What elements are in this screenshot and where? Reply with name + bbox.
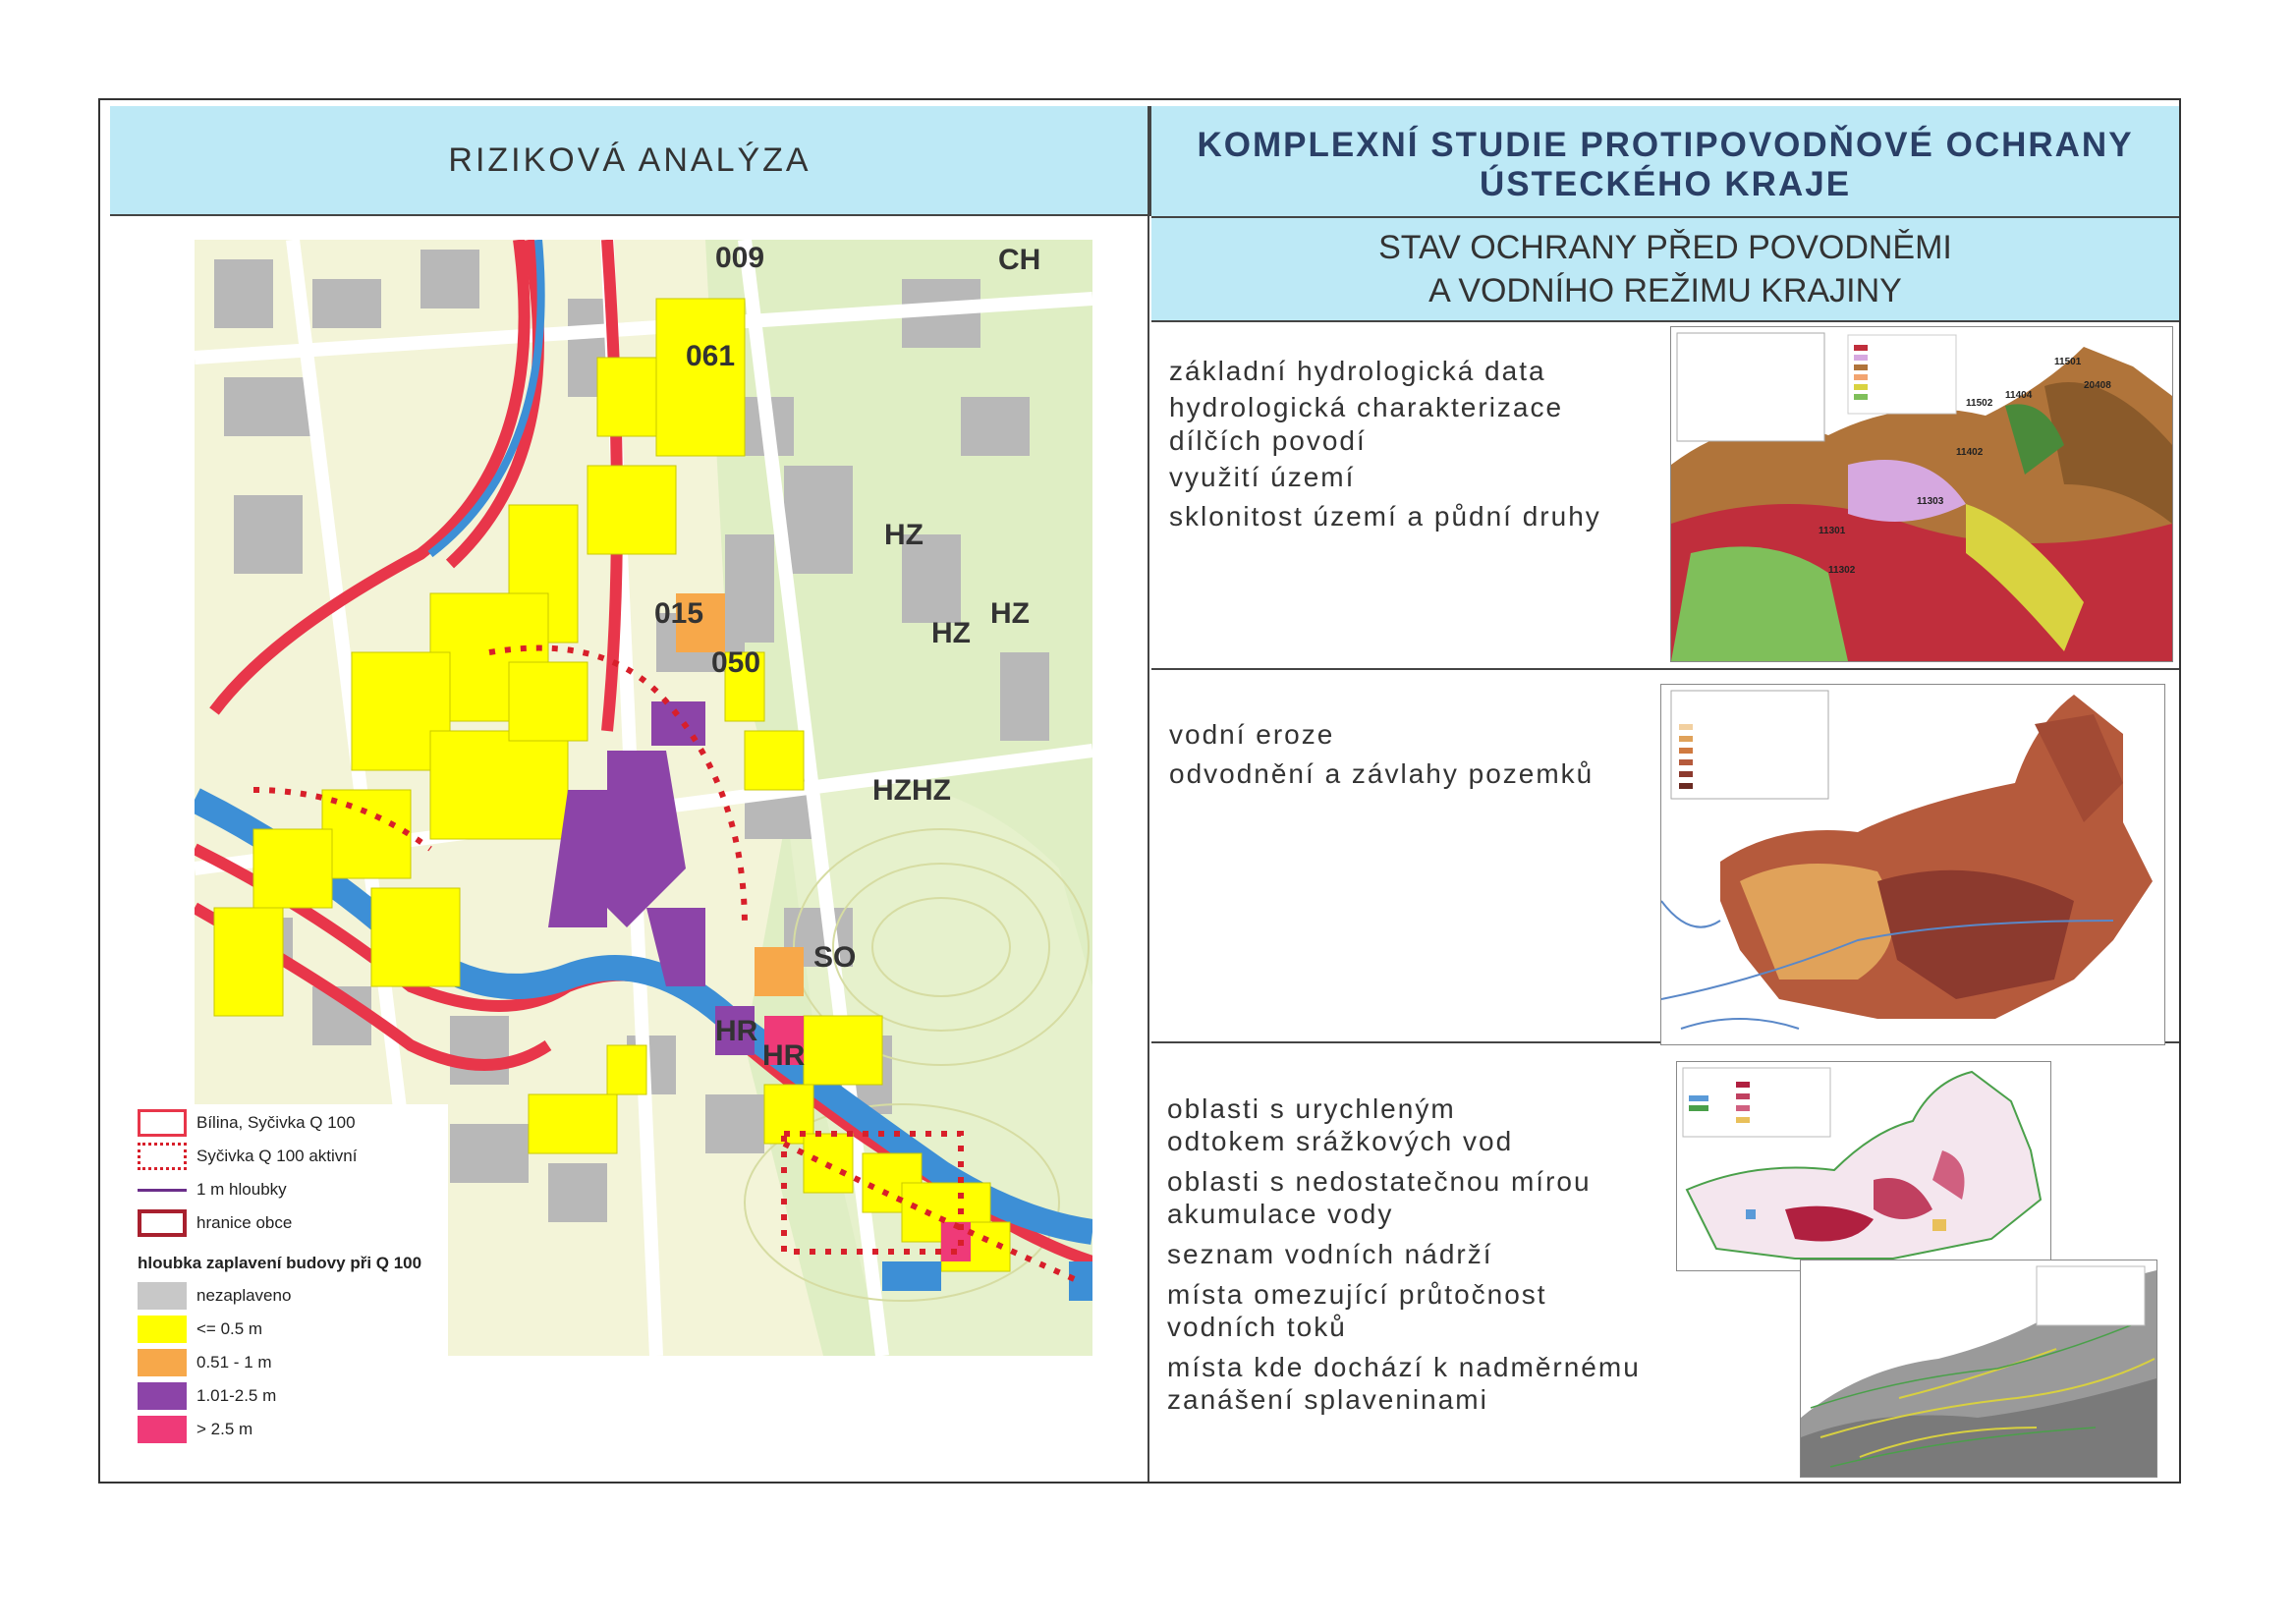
map-label: 061 bbox=[686, 340, 736, 372]
panel-item: vodních toků bbox=[1167, 1312, 1347, 1342]
legend-item bbox=[138, 1315, 262, 1344]
panel-item: dílčích povodí bbox=[1169, 425, 1367, 456]
legend-label: Bílina, Syčivka Q 100 bbox=[196, 1113, 356, 1132]
main-title-line2: ÚSTECKÉHO KRAJE bbox=[1479, 165, 1852, 203]
panel-item: odvodnění a závlahy pozemků bbox=[1169, 758, 1595, 789]
panel-item: využití území bbox=[1169, 462, 1356, 492]
legend-label: 0.51 - 1 m bbox=[196, 1353, 272, 1372]
subtitle-band bbox=[1151, 218, 2179, 322]
legend-swatch bbox=[138, 1349, 187, 1376]
subtitle-line2: A VODNÍHO REŽIMU KRAJINY bbox=[1428, 272, 1902, 309]
thumb-label: 11402 bbox=[1956, 447, 1984, 458]
thumb-label: 11302 bbox=[1828, 565, 1856, 576]
left-title: RIZIKOVÁ ANALÝZA bbox=[448, 141, 812, 179]
legend-item bbox=[138, 1142, 357, 1171]
main-title-line1: KOMPLEXNÍ STUDIE PROTIPOVODŇOVÉ OCHRANY bbox=[1197, 126, 2134, 164]
thumb-label: 11404 bbox=[2005, 390, 2033, 401]
panel-divider-1 bbox=[1151, 668, 2179, 670]
legend-swatch bbox=[138, 1282, 187, 1310]
legend-item bbox=[138, 1175, 287, 1204]
map-label: SO bbox=[813, 941, 857, 974]
map-legend bbox=[134, 1104, 448, 1450]
panel-1-list bbox=[1169, 352, 1601, 536]
thumbnail-map-soils bbox=[1670, 326, 2173, 662]
map-label: HZ bbox=[931, 617, 971, 649]
legend-swatch bbox=[138, 1109, 187, 1137]
legend-label: <= 0.5 m bbox=[196, 1319, 263, 1338]
panel-item: místa omezující průtočnost bbox=[1167, 1279, 1547, 1310]
sediment-map-svg bbox=[1801, 1260, 2156, 1477]
legend-swatch bbox=[138, 1316, 187, 1343]
map-label: HR bbox=[715, 1015, 758, 1047]
thumb-label: 11501 bbox=[2054, 357, 2082, 367]
thumbnail-map-sediment bbox=[1800, 1260, 2157, 1478]
legend-item bbox=[138, 1281, 291, 1311]
panel-item: sklonitost území a půdní druhy bbox=[1169, 501, 1601, 532]
runoff-map-svg bbox=[1677, 1062, 2050, 1270]
legend-depth-title: hloubka zaplavení budovy při Q 100 bbox=[138, 1254, 422, 1272]
panel-item: hydrologická charakterizace bbox=[1169, 392, 1564, 422]
legend-swatch bbox=[138, 1382, 187, 1410]
thumbnail-map-erosion bbox=[1660, 684, 2165, 1045]
legend-label: 1 m hloubky bbox=[196, 1180, 287, 1199]
legend-item bbox=[138, 1208, 292, 1238]
thumb-label: 20408 bbox=[2084, 380, 2111, 391]
panel-item: seznam vodních nádrží bbox=[1167, 1239, 1493, 1269]
thumb-label: 11502 bbox=[1966, 398, 1993, 409]
map-label: HZ bbox=[884, 519, 924, 551]
legend-swatch bbox=[138, 1416, 187, 1443]
left-header bbox=[110, 106, 1151, 216]
panel-item: akumulace vody bbox=[1167, 1199, 1394, 1229]
map-label: 009 bbox=[715, 242, 765, 274]
legend-item bbox=[138, 1415, 252, 1444]
thumb-label: 11301 bbox=[1819, 526, 1846, 536]
column-divider bbox=[1148, 106, 1149, 1482]
legend-item bbox=[138, 1381, 276, 1411]
panel-item: základní hydrologická data bbox=[1169, 356, 1546, 386]
subtitle-line1: STAV OCHRANY PŘED POVODNĚMI bbox=[1378, 229, 1952, 266]
panel-item: místa kde dochází k nadměrnému bbox=[1167, 1352, 1641, 1382]
map-label: 015 bbox=[654, 597, 704, 630]
panel-item: zanášení splaveninami bbox=[1167, 1384, 1488, 1415]
map-label: CH bbox=[998, 244, 1041, 276]
legend-label: > 2.5 m bbox=[196, 1420, 253, 1438]
map-label: HZHZ bbox=[872, 774, 951, 807]
map-label: HZ bbox=[990, 597, 1030, 630]
legend-swatch bbox=[138, 1189, 187, 1192]
panel-2-list bbox=[1169, 715, 1594, 794]
legend-label: nezaplaveno bbox=[196, 1286, 292, 1305]
map-label: 050 bbox=[711, 646, 761, 679]
thumb-label: 11303 bbox=[1917, 496, 1944, 507]
legend-item bbox=[138, 1108, 356, 1138]
legend-label: 1.01-2.5 m bbox=[196, 1386, 277, 1405]
legend-swatch bbox=[138, 1143, 187, 1170]
legend-swatch bbox=[138, 1209, 187, 1237]
legend-label: hranice obce bbox=[196, 1213, 293, 1232]
panel-item: oblasti s nedostatečnou mírou bbox=[1167, 1166, 1592, 1197]
soils-map-svg bbox=[1671, 327, 2172, 661]
panel-3-list bbox=[1167, 1092, 1641, 1424]
legend-item bbox=[138, 1348, 272, 1377]
erosion-map-svg bbox=[1661, 685, 2164, 1044]
map-label: HR bbox=[762, 1039, 806, 1072]
thumbnail-map-runoff bbox=[1676, 1061, 2051, 1271]
panel-item: vodní eroze bbox=[1169, 719, 1335, 750]
subtitle bbox=[1151, 226, 2179, 312]
panel-item: oblasti s urychleným bbox=[1167, 1093, 1456, 1124]
panel-item: odtokem srážkových vod bbox=[1167, 1126, 1514, 1156]
main-title bbox=[1151, 126, 2179, 204]
right-header bbox=[1151, 106, 2179, 218]
legend-label: Syčivka Q 100 aktivní bbox=[196, 1147, 358, 1165]
